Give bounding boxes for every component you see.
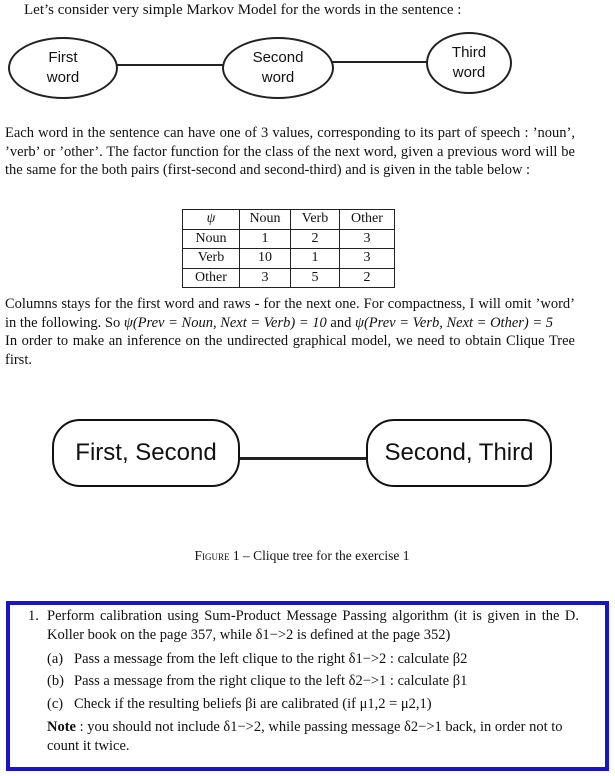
figure-caption: Figure 1 – Clique tree for the exercise 1 [194, 548, 410, 563]
node-first-word: First word [8, 37, 118, 99]
table-row [183, 268, 395, 288]
table-row-header: Noun [183, 229, 240, 249]
clique-edge [238, 457, 368, 460]
node-third-word: Third word [426, 32, 512, 94]
paragraph-notation: Columns stays for the first word and raws - for the next one. For compactness, I will omit ’word’ in the following. So ψ(Prev = Noun, Next = Verb) = 10 and ψ(Prev = Verb, Next = Other) = 5 In order to make an inference on the undirected graphical model, we need to obtain Clique Tree first. [5, 296, 575, 368]
task-item-a: Pass a message from the left clique to the right δ1−>2 : calculate β2 [74, 651, 468, 667]
table-col-header: Other [340, 210, 395, 230]
table-row [183, 249, 395, 269]
task-main: Perform calibration using Sum-Product Message Passing algorithm (it is given in the D. Koller book on the page 357, while δ1−>2 is defined at the page 352) [47, 608, 579, 643]
table-cell: 1 [291, 249, 340, 269]
factor-table [182, 209, 395, 288]
paragraph-description: Each word in the sentence can have one of 3 values, corresponding to its part of speech : ’noun’, ’verb’ or ’other’. The factor function for the class of the next word, given a previous word will be the same for the both pairs (first-second and second-third) and is given in the table below : [5, 125, 575, 179]
formula-2: ψ(Prev = Verb, Next = Other) = 5 [354, 314, 554, 331]
node-second-word: Second word [222, 37, 334, 99]
table-header-row [183, 210, 395, 230]
table-col-header: Noun [240, 210, 291, 230]
table-row-header: Verb [183, 249, 240, 269]
clique-second-third: Second, Third [366, 419, 552, 487]
task-item-a-label: (a) [47, 651, 64, 667]
table-cell: 3 [340, 249, 395, 269]
task-item-c-label: (c) [47, 696, 64, 712]
formula-1: ψ(Prev = Noun, Next = Verb) = 10 [123, 314, 327, 331]
edge-first-second [110, 64, 230, 66]
table-cell: 5 [291, 268, 340, 288]
table-corner: ψ [183, 210, 240, 230]
table-cell: 2 [340, 268, 395, 288]
table-cell: 3 [340, 229, 395, 249]
task-number: 1. [28, 608, 39, 624]
table-col-header: Verb [291, 210, 340, 230]
table-cell: 3 [240, 268, 291, 288]
table-cell: 1 [240, 229, 291, 249]
clique-first-second: First, Second [52, 419, 240, 487]
table-row-header: Other [183, 268, 240, 288]
table-row [183, 229, 395, 249]
table-cell: 10 [240, 249, 291, 269]
intro-text: Let’s consider very simple Markov Model for the words in the sentence : [24, 2, 462, 18]
task-item-c: Check if the resulting beliefs βi are calibrated (if μ1,2 = μ2,1) [74, 696, 432, 712]
task-note: Note : you should not include δ1−>2, while passing message δ2−>1 back, in order not to count it twice. [47, 719, 563, 754]
task-item-b: Pass a message from the right clique to the left δ2−>1 : calculate β1 [74, 673, 468, 689]
table-cell: 2 [291, 229, 340, 249]
paragraph-clique-intro: In order to make an inference on the undirected graphical model, we need to obtain Clique Tree first. [5, 333, 575, 368]
task-item-b-label: (b) [47, 673, 64, 689]
